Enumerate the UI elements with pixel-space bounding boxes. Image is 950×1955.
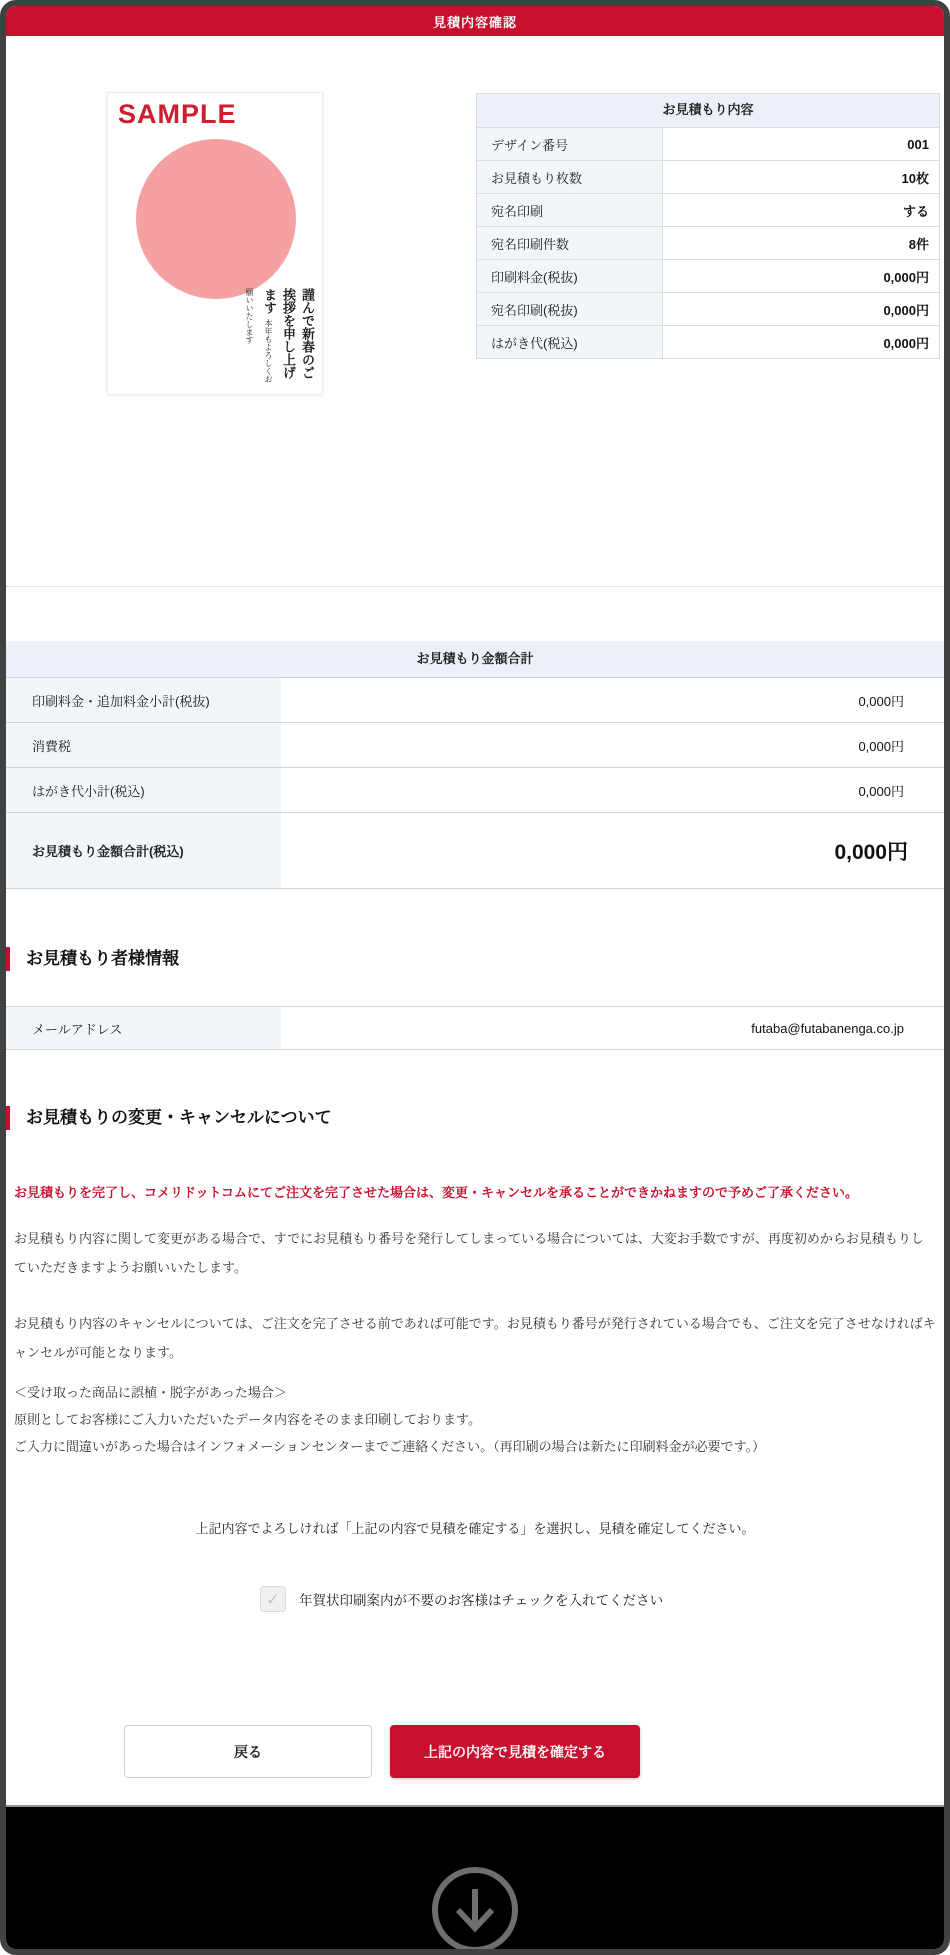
table-row (477, 259, 939, 292)
row-value: 0,000円 (858, 693, 904, 709)
row-label: 宛名印刷件数 (477, 227, 663, 259)
table-row (477, 325, 939, 358)
policy-note: ご入力に間違いがあった場合はインフォメーションセンターまでご連絡ください。（再印刷の場合は新たに印刷料金が必要です。） (14, 1439, 766, 1454)
page-header (6, 6, 944, 36)
row-label: 宛名印刷(税抜) (477, 293, 663, 325)
newsletter-optout-label[interactable]: 年賀状印刷案内が不要のお客様はチェックを入れてください (299, 1593, 664, 1608)
cancel-policy-warning: お見積もりを完了し、コメリドットコムにてご注文を完了させた場合は、変更・キャンセルを承ることができかねますので予めご了承ください。 (14, 1185, 858, 1200)
table-row (6, 723, 944, 768)
table-row (477, 226, 939, 259)
misprint-notes (6, 1379, 944, 1460)
confirm-estimate-button[interactable]: 上記の内容で見積を確定する (390, 1725, 640, 1778)
page-title: 見積内容確認 (432, 14, 517, 30)
row-label: 消費税 (6, 723, 283, 767)
grand-total-value: 0,000円 (834, 840, 908, 864)
table-row (6, 768, 944, 813)
row-value: 0,000円 (858, 783, 904, 799)
checkmark-icon: ✓ (265, 1589, 281, 1609)
table-row (477, 127, 939, 160)
table-row (6, 678, 944, 723)
grand-total-row (6, 813, 944, 889)
newsletter-optout-checkbox[interactable] (260, 1586, 286, 1612)
row-label: メールアドレス (6, 1007, 283, 1049)
row-value: 10枚 (901, 170, 929, 186)
policy-note: ＜受け取った商品に誤植・脱字があった場合＞ (14, 1385, 287, 1400)
sun-circle-graphic (136, 139, 296, 299)
row-value: 0,000円 (883, 269, 929, 285)
row-label: 印刷料金(税抜) (477, 260, 663, 292)
row-value: 001 (907, 136, 929, 152)
row-label: デザイン番号 (477, 128, 663, 160)
table-row (477, 193, 939, 226)
action-buttons (6, 1725, 944, 1778)
row-value: する (902, 203, 929, 219)
row-label: 印刷料金・追加料金小計(税抜) (6, 678, 283, 722)
table-row (477, 292, 939, 325)
sample-watermark: SAMPLE (118, 99, 237, 129)
estimate-total-table (6, 641, 944, 889)
row-value: 8件 (908, 236, 929, 252)
cancel-policy-paragraphs (6, 1225, 944, 1367)
page-footer (6, 1805, 944, 1949)
row-value: 0,000円 (883, 302, 929, 318)
table-row (6, 1006, 944, 1050)
total-table-title: お見積もり金額合計 (6, 641, 944, 678)
row-label: お見積もり枚数 (477, 161, 663, 193)
estimate-detail-table (476, 93, 940, 359)
customer-info-table (6, 1006, 944, 1050)
greeting-calligraphy (240, 288, 316, 388)
grand-total-label: お見積もり金額合計(税込) (6, 813, 283, 888)
row-label: はがき代小計(税込) (6, 768, 283, 812)
row-value: futaba@futabanenga.co.jp (751, 1020, 904, 1036)
main-content (6, 36, 944, 1805)
sample-card-preview (107, 92, 323, 395)
policy-paragraph: お見積もり内容に関して変更がある場合で、すでにお見積もり番号を発行してしまっている場合については、大変お手数ですが、再度初めからお見積もりしていただきますようお願いいたします。 (14, 1231, 924, 1275)
row-label: はがき代(税込) (477, 326, 663, 358)
newsletter-optout-row (260, 1585, 944, 1613)
policy-paragraph: お見積もり内容のキャンセルについては、ご注文を完了させる前であれば可能です。お見積もり番号が発行されている場合でも、ご注文を完了させなければキャンセルが可能となります。 (14, 1316, 936, 1360)
confirm-instruction: 上記内容でよろしければ「上記の内容で見積を確定する」を選択し、見積を確定してください。 (195, 1521, 755, 1536)
dotted-divider (6, 586, 944, 587)
row-value: 0,000円 (858, 738, 904, 754)
table-row (477, 160, 939, 193)
arrow-down-circle-icon[interactable] (429, 1864, 521, 1949)
greeting-sub-text: 本年もよろしくお願いいたします (245, 288, 273, 384)
policy-note: 原則としてお客様にご入力いただいたデータ内容をそのまま印刷しております。 (14, 1412, 481, 1427)
row-value: 0,000円 (883, 335, 929, 351)
estimate-summary-section (6, 36, 944, 586)
estimate-table-title: お見積もり内容 (477, 94, 939, 127)
back-button[interactable]: 戻る (124, 1725, 372, 1778)
greeting-main-text: 謹んで新春のご挨拶を申し上げます (261, 288, 314, 379)
customer-info-heading: お見積もり者様情報 (6, 947, 944, 971)
row-label: 宛名印刷 (477, 194, 663, 226)
cancel-policy-heading: お見積もりの変更・キャンセルについて (6, 1106, 944, 1130)
